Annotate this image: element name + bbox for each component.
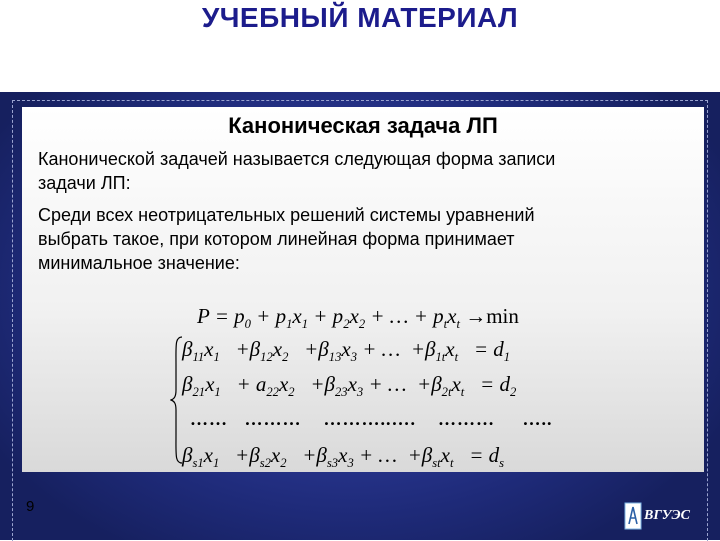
header bbox=[0, 0, 720, 92]
min-label: min bbox=[486, 304, 519, 328]
equation-row-s: $\beta_{s1}x_1 +\beta_{s2}x_2 +\beta_{s3}x_3$ + … $+\beta_{st}x_t = d_s$ bbox=[182, 443, 505, 471]
task-line-1: Среди всех неотрицательных решений системы уравнений bbox=[38, 205, 535, 225]
equation-row-1: $\beta_{11}x_1 +\beta_{12}x_2 +\beta_{13}x_3$ + … $+\beta_{1t}x_t = d_1$ bbox=[182, 337, 511, 365]
slide-background bbox=[0, 92, 720, 540]
header-title: УЧЕБНЫЙ МАТЕРИАЛ bbox=[201, 2, 519, 33]
university-logo bbox=[624, 502, 694, 530]
page-number: 9 bbox=[26, 498, 35, 515]
slide-title: Каноническая задача ЛП bbox=[228, 113, 498, 138]
task-line-2: выбрать такое, при котором линейная форма принимает bbox=[38, 229, 515, 249]
definition-line-1: Канонической задачей называется следующая форма записи bbox=[38, 149, 556, 169]
task-line-3: минимальное значение: bbox=[38, 253, 240, 273]
content-panel bbox=[22, 107, 704, 472]
ellipsis-row: …… ……… ………..…. ……… ….. bbox=[190, 409, 553, 429]
objective-formula: $P = p_0 + p_1x_1 + p_2x_2$ + … + $p_tx_t \to\min$ bbox=[197, 304, 519, 332]
equation-row-2: $\beta_{21}x_1 + a_{22}x_2 +\beta_{23}x_3$ + … $+\beta_{2t}x_t = d_2$ bbox=[182, 372, 517, 400]
definition-line-2: задачи ЛП: bbox=[38, 173, 131, 193]
logo-text: ВГУЭС bbox=[644, 508, 690, 523]
logo-emblem-icon bbox=[624, 502, 642, 530]
